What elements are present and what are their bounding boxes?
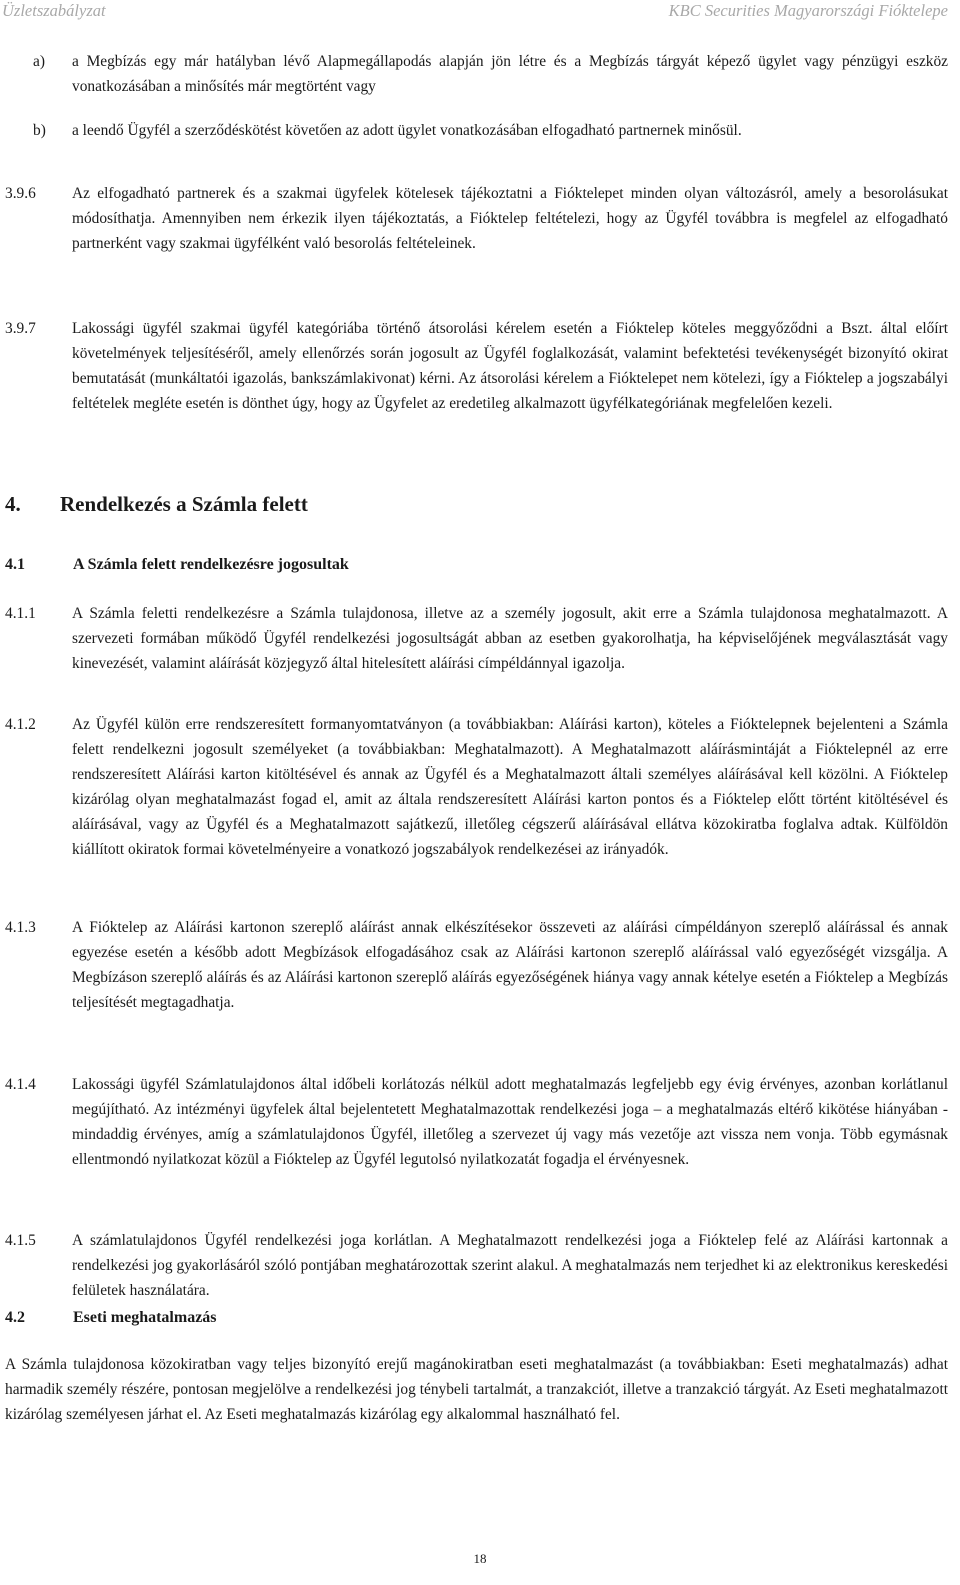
- item-b-text: a leendő Ügyfél a szerződéskötést követően az adott ügylet vonatkozásában elfogadható partnernek minősül.: [72, 122, 742, 139]
- page-header: [0, 1, 960, 21]
- section-3-9-7-label: 3.9.7: [5, 320, 36, 337]
- item-a-text: a Megbízás egy már hatályban lévő Alapmegállapodás alapján jön létre és a Megbízás tárgyát képező ügylet vagy pénzügyi eszköz vonatkozásában a minősítés már megtörtént vagy: [72, 53, 948, 95]
- section-4-1-5-label: 4.1.5: [5, 1232, 36, 1249]
- section-3-9-6-text: Az elfogadható partnerek és a szakmai ügyfelek kötelesek tájékoztatni a Fióktelepet minden olyan változásról, amely a besorolásukat módosíthatja. Amennyiben nem érkezik ilyen tájékoztatás, a Fióktelep feltételezi, hogy az Ügyfél továbbra is megfelel az elfogadható partnerként vagy szakmai ügyfélként való besorolás feltételeinek.: [72, 185, 948, 252]
- heading-4-2-title: Eseti meghatalmazás: [73, 1309, 217, 1326]
- section-4-1-3-text: A Fióktelep az Aláírási kartonon szereplő aláírást annak elkészítésekor összeveti az aláírási címpéldányon szereplő aláírással és annak egyezése esetén a később adott Megbízások elfogadásához csak az Aláírási kartonon szereplő aláírással való egyezőségét vizsgálja. A Megbízáson szereplő aláírás és az Aláírási kartonon szereplő aláírás egyezőségének hiánya vagy annak kételye esetén a Fióktelep a Megbízás teljesítését megtagadhatja.: [72, 919, 948, 1011]
- heading-4-1-number: 4.1: [5, 556, 25, 573]
- heading-4-2-number: 4.2: [5, 1309, 25, 1326]
- section-4-1-5-text: A számlatulajdonos Ügyfél rendelkezési joga korlátlan. A Meghatalmazott rendelkezési joga a Fióktelep felé az Aláírási kartonnak a rendelkezési jog gyakorlásáról szóló pontjában meghatározottak szerint alakul. A meghatalmazás nem terjedhet ki az elektronikus kereskedési felületek használatára.: [72, 1232, 948, 1299]
- header-right: KBC Securities Magyarországi Fióktelepe: [668, 1, 948, 20]
- section-3-9-7-text: Lakossági ügyfél szakmai ügyfél kategóriába történő átsorolási kérelem esetén a Fióktelep köteles meggyőződni a Bszt. által előírt követelmények teljesítéséről, amely ellenőrzés során jogosult az Ügyfél foglalkozását, valamint befektetési tevékenységét bizonyító okirat bemutatását (munkáltatói igazolás, bankszámlakivonat) kérni. Az átsorolási kérelem a Fióktelepet nem kötelezi, így a Fióktelep a jogszabályi feltételek megléte esetén is dönthet úgy, hogy az Ügyfelet az eredetileg alkalmazott ügyfélkategóriának megfelelően kezeli.: [72, 320, 948, 412]
- heading-4-number: 4.: [5, 492, 21, 516]
- section-4-1-4-text: Lakossági ügyfél Számlatulajdonos által időbeli korlátozás nélkül adott meghatalmazás legfeljebb egy évig érvényes, azonban korlátlanul megújítható. Az intézményi ügyfelek által bejelentetett Meghatalmazottak rendelkezési joga – a meghatalmazás eltérő kikötése hiányában - mindaddig érvényes, amíg a számlatulajdonos Ügyfél, illetőleg a szervezet új vagy más vezetője azt vissza nem vonja. Több egymásnak ellentmondó nyilatkozat közül a Fióktelep az Ügyfél legutolsó nyilatkozatát fogadja el érvényesnek.: [72, 1076, 948, 1168]
- section-4-1-2-text: Az Ügyfél külön erre rendszeresített formanyomtatványon (a továbbiakban: Aláírási karton), köteles a Fióktelepnek bejelenteni a Számla felett rendelkezni jogosult személyeket (a továbbiakban: Meghatalmazott). A Meghatalmazott aláírásmintáját a Fióktelepnél az erre rendszeresített Aláírási karton kitöltésével és annak az Ügyfél és a Meghatalmazott általi személyes aláírásával kell közölni. A Fióktelep kizárólag olyan meghatalmazást fogad el, amit az általa rendszeresített Aláírási karton pontos és a Fióktelep előtt történt kitöltésével és aláírásával, vagy az Ügyfél és a Meghatalmazott sajátkezű, illetőleg cégszerű aláírásával ellátva közokiratba foglalva adtak. Külföldön kiállított okiratok formai követelményeire a vonatkozó jogszabályok rendelkezései az irányadók.: [72, 716, 948, 858]
- item-a-label: a): [33, 53, 45, 70]
- section-4-2-text: A Számla tulajdonosa közokiratban vagy teljes bizonyító erejű magánokiratban eseti meghatalmazást (a továbbiakban: Eseti meghatalmazás) adhat harmadik személy részére, pontosan megjelölve a rendelkezési jog ténybeli tartalmát, a tranzakciót, illetve a tranzakció tárgyát. Az Eseti meghatalmazott kizárólag személyesen járhat el. Az Eseti meghatalmazás kizárólag egy alkalommal használható fel.: [5, 1356, 948, 1423]
- heading-4-1: [5, 556, 349, 574]
- section-3-9-6-label: 3.9.6: [5, 185, 36, 202]
- section-4-1-1-label: 4.1.1: [5, 605, 36, 622]
- item-b-label: b): [33, 122, 46, 139]
- heading-4-1-title: A Számla felett rendelkezésre jogosultak: [73, 556, 349, 573]
- heading-4: [5, 492, 308, 517]
- section-4-1-1-text: A Számla feletti rendelkezésre a Számla tulajdonosa, illetve az a személy jogosult, akit erre a Számla tulajdonosa meghatalmazott. A szervezeti formában működő Ügyfél rendelkezési jogosultságát abban az esetben gyakorolhatja, ha képviselőjének megválasztását vagy kinevezését, valamint aláírását közjegyző által hitelesített aláírási címpéldánnyal igazolja.: [72, 605, 948, 672]
- heading-4-2: [5, 1309, 217, 1327]
- header-left: Üzletszabályzat: [2, 1, 106, 20]
- section-4-1-3-label: 4.1.3: [5, 919, 36, 936]
- section-4-1-2-label: 4.1.2: [5, 716, 36, 733]
- heading-4-title: Rendelkezés a Számla felett: [60, 492, 308, 516]
- page-number: 18: [473, 1551, 487, 1566]
- section-4-1-4-label: 4.1.4: [5, 1076, 36, 1093]
